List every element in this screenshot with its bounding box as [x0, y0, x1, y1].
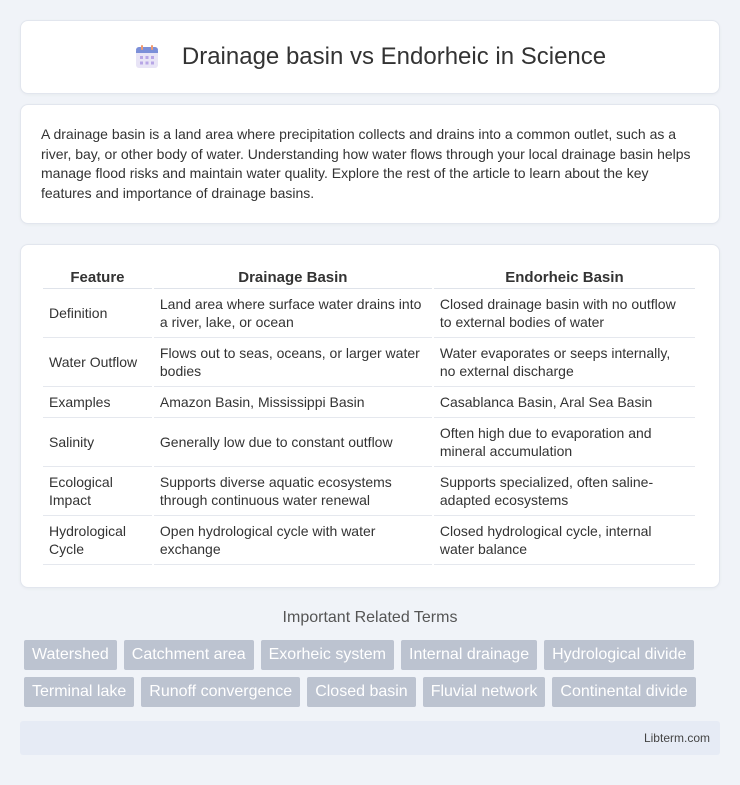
tag-internal-drainage[interactable]: Internal drainage [401, 640, 537, 670]
footer [20, 721, 720, 755]
header-drainage-basin: Drainage Basin [154, 265, 432, 289]
table-cell: Generally low due to constant outflow [154, 418, 432, 467]
page-title: Drainage basin vs Endorheic in Science [181, 43, 607, 70]
table-row [43, 289, 695, 338]
intro-card [20, 104, 720, 224]
tag-runoff-convergence[interactable]: Runoff convergence [141, 677, 300, 707]
table-cell: Open hydrological cycle with water exchange [154, 516, 432, 565]
tag-hydrological-divide[interactable]: Hydrological divide [544, 640, 694, 670]
table-cell: Water Outflow [43, 338, 152, 387]
tag-row [24, 640, 714, 670]
table-cell: Definition [43, 289, 152, 338]
comparison-table [41, 265, 697, 565]
related-terms-title: Important Related Terms [282, 609, 458, 626]
table-cell: Casablanca Basin, Aral Sea Basin [434, 387, 695, 418]
table-row [43, 467, 695, 516]
tag-terminal-lake[interactable]: Terminal lake [24, 677, 134, 707]
table-row [43, 516, 695, 565]
table-cell: Supports diverse aquatic ecosystems through continuous water renewal [154, 467, 432, 516]
table-cell: Supports specialized, often saline-adapted ecosystems [434, 467, 695, 516]
table-cell: Closed hydrological cycle, internal water balance [434, 516, 695, 565]
intro-paragraph: A drainage basin is a land area where precipitation collects and drains into a common outlet, such as a river, bay, or other body of water. Understanding how water flows through your local drainage basin helps manage flood risks and maintain water quality. Explore the rest of the article to learn about the key features and importance of drainage basins. [41, 126, 691, 201]
tag-row [24, 677, 714, 707]
table-cell: Examples [43, 387, 152, 418]
table-cell: Land area where surface water drains into a river, lake, or ocean [154, 289, 432, 338]
tag-exorheic-system[interactable]: Exorheic system [261, 640, 394, 670]
table-cell: Water evaporates or seeps internally, no external discharge [434, 338, 695, 387]
tag-watershed[interactable]: Watershed [24, 640, 117, 670]
tag-catchment-area[interactable]: Catchment area [124, 640, 254, 670]
table-cell: Closed drainage basin with no outflow to external bodies of water [434, 289, 695, 338]
table-cell: Amazon Basin, Mississippi Basin [154, 387, 432, 418]
header-card [20, 20, 720, 94]
header-feature: Feature [43, 265, 152, 289]
tag-continental-divide[interactable]: Continental divide [552, 677, 695, 707]
table-cell: Hydrological Cycle [43, 516, 152, 565]
table-cell: Flows out to seas, oceans, or larger water bodies [154, 338, 432, 387]
table-cell: Salinity [43, 418, 152, 467]
table-header-row [43, 265, 695, 289]
table-row [43, 418, 695, 467]
header-endorheic-basin: Endorheic Basin [434, 265, 695, 289]
tag-closed-basin[interactable]: Closed basin [307, 677, 416, 707]
comparison-table-card [20, 244, 720, 588]
tag-fluvial-network[interactable]: Fluvial network [423, 677, 546, 707]
table-row [43, 338, 695, 387]
table-cell: Ecological Impact [43, 467, 152, 516]
title-wrap [134, 43, 606, 71]
table-row [43, 387, 695, 418]
calendar-icon [134, 44, 160, 70]
table-cell: Often high due to evaporation and mineral accumulation [434, 418, 695, 467]
related-terms-tags [24, 640, 714, 714]
footer-link[interactable]: Libterm.com [643, 731, 710, 745]
